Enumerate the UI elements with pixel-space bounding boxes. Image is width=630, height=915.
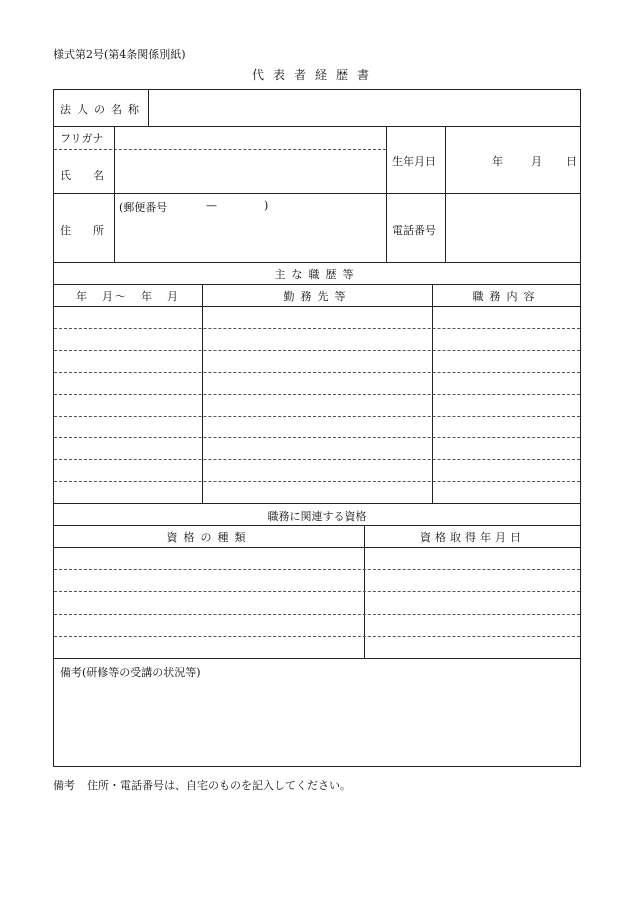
career-period-cell[interactable] (56, 460, 200, 480)
postal-code-close: ) (264, 199, 269, 212)
birthdate-label: 生年月日 (392, 155, 436, 168)
career-duties-cell[interactable] (435, 438, 578, 458)
postal-code-label: (郵便番号 (119, 201, 168, 214)
name-field[interactable] (116, 151, 386, 191)
career-duties-cell[interactable] (435, 373, 578, 393)
footer-note (53, 777, 351, 793)
qualification-type-cell[interactable] (56, 637, 362, 657)
career-employer-cell[interactable] (205, 417, 430, 437)
corporate-name-label: 法人の名称 (60, 103, 145, 116)
row-divider (54, 193, 580, 194)
divider (114, 126, 115, 193)
qualification-section-title: 職務に関連する資格 (267, 510, 367, 523)
phone-label: 電話番号 (392, 224, 436, 237)
row-divider (54, 284, 580, 285)
career-duties-cell[interactable] (435, 395, 578, 415)
career-period-cell[interactable] (56, 329, 200, 349)
qualification-type-cell[interactable] (56, 570, 362, 590)
qualification-type-cell[interactable] (56, 615, 362, 635)
remarks-label: 備考(研修等の受講の状況等) (60, 666, 201, 679)
qualification-date-cell[interactable] (367, 615, 578, 635)
remarks-field[interactable] (56, 682, 578, 764)
postal-code-dash: — (206, 199, 217, 212)
row-divider (54, 503, 580, 504)
footer-note-label: 備考 (53, 779, 75, 792)
career-period-cell[interactable] (56, 395, 200, 415)
qualification-col-type: 資格の種類 (166, 531, 252, 544)
row-divider (54, 262, 580, 263)
furigana-label: フリガナ (60, 132, 104, 145)
career-employer-cell[interactable] (205, 395, 430, 415)
career-duties-cell[interactable] (435, 351, 578, 371)
qualification-type-cell[interactable] (56, 592, 362, 612)
divider (114, 193, 115, 262)
career-employer-cell[interactable] (205, 438, 430, 458)
career-period-cell[interactable] (56, 351, 200, 371)
qualification-type-cell[interactable] (56, 548, 362, 568)
qualification-date-cell[interactable] (367, 548, 578, 568)
birthdate-field[interactable]: 年 月 日 (492, 155, 577, 168)
career-employer-cell[interactable] (205, 460, 430, 480)
row-divider (54, 126, 580, 127)
qualification-date-cell[interactable] (367, 637, 578, 657)
divider (148, 90, 149, 126)
name-label: 氏 名 (60, 169, 104, 182)
qualification-date-cell[interactable] (367, 592, 578, 612)
footer-note-text: 住所・電話番号は、自宅のものを記入してください。 (87, 779, 351, 792)
document-title: 代表者経歴書 (251, 68, 378, 82)
career-period-cell[interactable] (56, 482, 200, 502)
address-label: 住 所 (60, 224, 104, 237)
career-col-period: 年 月〜 年 月 (76, 290, 180, 303)
career-section-title: 主な職歴等 (274, 268, 360, 281)
phone-field[interactable] (447, 195, 578, 260)
career-employer-cell[interactable] (205, 329, 430, 349)
career-employer-cell[interactable] (205, 373, 430, 393)
qualification-col-date: 資格取得年月日 (420, 531, 525, 544)
career-duties-cell[interactable] (435, 460, 578, 480)
career-duties-cell[interactable] (435, 482, 578, 502)
qualification-date-cell[interactable] (367, 570, 578, 590)
resume-form (53, 89, 581, 767)
career-duties-cell[interactable] (435, 417, 578, 437)
divider (386, 126, 387, 262)
furigana-field[interactable] (116, 128, 386, 148)
career-col-employer: 勤務先等 (283, 290, 352, 303)
career-period-cell[interactable] (56, 307, 200, 327)
career-col-duties: 職務内容 (472, 290, 541, 303)
row-divider (54, 658, 580, 659)
career-employer-cell[interactable] (205, 351, 430, 371)
career-period-cell[interactable] (56, 438, 200, 458)
career-employer-cell[interactable] (205, 307, 430, 327)
career-employer-cell[interactable] (205, 482, 430, 502)
career-period-cell[interactable] (56, 417, 200, 437)
row-divider (54, 525, 580, 526)
career-period-cell[interactable] (56, 373, 200, 393)
corporate-name-field[interactable] (150, 92, 578, 124)
career-duties-cell[interactable] (435, 307, 578, 327)
dashed-divider (54, 149, 386, 150)
career-duties-cell[interactable] (435, 329, 578, 349)
address-field[interactable] (116, 195, 384, 260)
form-number: 様式第2号(第4条関係別紙) (53, 48, 186, 61)
divider (445, 126, 446, 262)
